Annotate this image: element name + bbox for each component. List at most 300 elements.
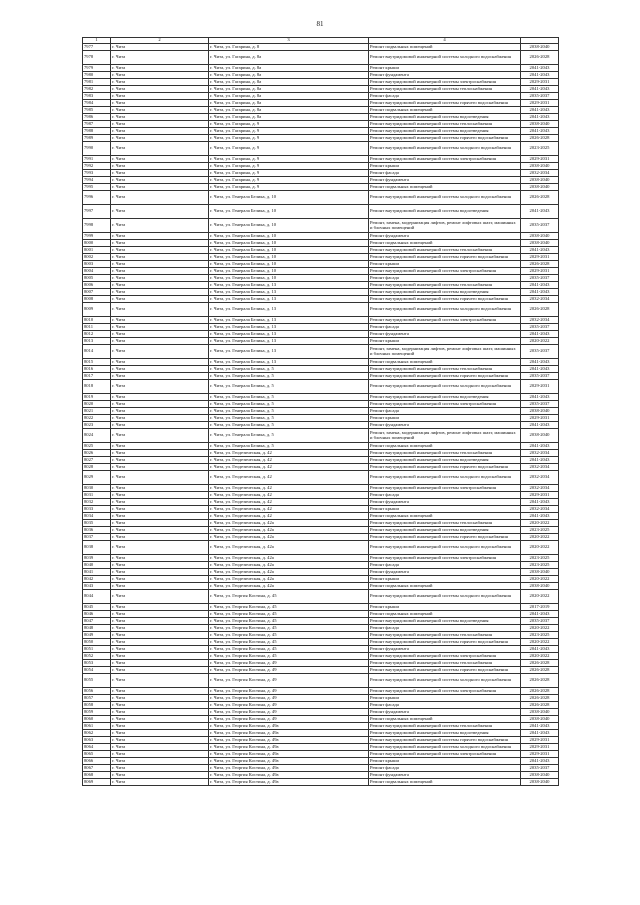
table-row (83, 702, 559, 709)
row-work-text: Ремонт крыши (370, 694, 399, 700)
row-period: 2026-2028 (521, 660, 559, 667)
header-col-2: 2 (111, 38, 209, 44)
row-number: 8061 (83, 723, 111, 730)
row-work-text: Ремонт внутридомовой инженерной системы электроснабжения (370, 267, 496, 273)
row-work-text: Ремонт внутридомовой инженерной системы холодного водоснабжения (370, 474, 511, 480)
row-address: г. Чита, ул. Гагарина, д. 9 (209, 163, 369, 170)
table-row (83, 513, 559, 520)
row-work-text: Ремонт внутридомовой инженерной системы холодного водоснабжения (370, 677, 511, 683)
table-row (83, 275, 559, 282)
row-address: г. Чита, ул. Генерала Белика, д. 5 (209, 401, 369, 408)
row-work-type (369, 527, 521, 534)
table-row (83, 338, 559, 345)
row-address: г. Чита, ул. Георгия Костина, д. 49а (209, 772, 369, 779)
row-address: г. Чита, ул. Георгия Костина, д. 49а (209, 737, 369, 744)
row-work-text: Ремонт фундамента (370, 176, 409, 182)
table-row (83, 492, 559, 499)
row-number: 8011 (83, 324, 111, 331)
row-address: г. Чита, ул. Генерала Белика, д. 13 (209, 303, 369, 317)
row-work-text: Ремонт фасада (370, 764, 399, 770)
table-row (83, 282, 559, 289)
row-address: г. Чита, ул. Генерала Белика, д. 5 (209, 373, 369, 380)
row-address: г. Чита, ул. Генерала Белика, д. 13 (209, 338, 369, 345)
row-city: г. Чита (111, 646, 209, 653)
row-period: 2035-2037 (521, 373, 559, 380)
row-address: г. Чита, ул. Геодезическая, д. 42 (209, 499, 369, 506)
table-row (83, 541, 559, 555)
table-row (83, 737, 559, 744)
row-period: 2041-2043 (521, 723, 559, 730)
row-address: г. Чита, ул. Генерала Белика, д. 5 (209, 443, 369, 450)
row-work-type (369, 506, 521, 513)
row-work-type (369, 100, 521, 107)
row-work-text: Ремонт внутридомовой инженерной системы водоотведения (370, 526, 489, 532)
row-address: г. Чита, ул. Геодезическая, д. 42а (209, 569, 369, 576)
table-row (83, 534, 559, 541)
row-work-text: Ремонт внутридомовой инженерной системы горячего водоснабжения (370, 638, 508, 644)
row-period: 2029-2031 (521, 415, 559, 422)
row-work-text: Ремонт внутридомовой инженерной системы электроснабжения (370, 78, 496, 84)
table-row (83, 443, 559, 450)
row-work-text: Ремонт крыши (370, 505, 399, 511)
row-number: 7991 (83, 156, 111, 163)
row-address: г. Чита, ул. Генерала Белика, д. 13 (209, 359, 369, 366)
row-address: г. Чита, ул. Геодезическая, д. 42 (209, 457, 369, 464)
table-row (83, 730, 559, 737)
table-row (83, 772, 559, 779)
row-work-type (369, 121, 521, 128)
row-address: г. Чита, ул. Геодезическая, д. 42а (209, 576, 369, 583)
row-work-type (369, 72, 521, 79)
row-work-type (369, 618, 521, 625)
row-address: г. Чита, ул. Георгия Костина, д. 45 (209, 639, 369, 646)
row-period: 2032-2034 (521, 485, 559, 492)
row-address: г. Чита, ул. Георгия Костина, д. 49 (209, 674, 369, 688)
row-address: г. Чита, ул. Генерала Белика, д. 5 (209, 394, 369, 401)
row-address: г. Чита, ул. Гагарина, д. 9 (209, 142, 369, 156)
row-work-type (369, 429, 521, 443)
table-row (83, 674, 559, 688)
row-number: 8026 (83, 450, 111, 457)
row-work-text: Ремонт внутридомовой инженерной системы холодного водоснабжения (370, 544, 511, 550)
row-work-type (369, 373, 521, 380)
row-period: 2041-2043 (521, 394, 559, 401)
row-work-text: Ремонт внутридомовой инженерной системы электроснабжения (370, 484, 496, 490)
row-work-text: Ремонт фасада (370, 624, 399, 630)
row-city: г. Чита (111, 688, 209, 695)
row-work-text: Ремонт внутридомовой инженерной системы водоотведения (370, 393, 489, 399)
row-number: 8067 (83, 765, 111, 772)
row-city: г. Чита (111, 65, 209, 72)
row-number: 7984 (83, 100, 111, 107)
row-address: г. Чита, ул. Генерала Белика, д. 10 (209, 254, 369, 261)
row-work-text: Ремонт внутридомовой инженерной системы холодного водоснабжения (370, 306, 511, 312)
row-work-type (369, 79, 521, 86)
row-number: 8069 (83, 779, 111, 786)
row-number: 8012 (83, 331, 111, 338)
row-work-type (369, 380, 521, 394)
row-number: 8036 (83, 527, 111, 534)
row-city: г. Чита (111, 534, 209, 541)
row-period: 2041-2043 (521, 205, 559, 219)
row-period: 2032-2034 (521, 506, 559, 513)
header-col-4: 4 (369, 38, 521, 44)
table-row (83, 51, 559, 65)
row-city: г. Чита (111, 583, 209, 590)
row-address: г. Чита, ул. Гагарина, д. 8а (209, 86, 369, 93)
row-address: г. Чита, ул. Генерала Белика, д. 10 (209, 219, 369, 233)
row-period: 2029-2031 (521, 268, 559, 275)
row-period: 2032-2034 (521, 464, 559, 471)
table-row (83, 366, 559, 373)
row-number: 8000 (83, 240, 111, 247)
row-number: 7997 (83, 205, 111, 219)
row-address: г. Чита, ул. Генерала Белика, д. 13 (209, 282, 369, 289)
row-period: 2026-2028 (521, 688, 559, 695)
row-work-text: Ремонт внутридомовой инженерной системы водоотведения (370, 113, 489, 119)
header-col-3: 3 (209, 38, 369, 44)
row-city: г. Чита (111, 527, 209, 534)
table-row (83, 562, 559, 569)
row-number: 8017 (83, 373, 111, 380)
row-number: 8043 (83, 583, 111, 590)
table-row (83, 93, 559, 100)
row-period: 2041-2043 (521, 611, 559, 618)
row-city: г. Чита (111, 163, 209, 170)
row-address: г. Чита, ул. Генерала Белика, д. 10 (209, 247, 369, 254)
row-work-type (369, 324, 521, 331)
row-city: г. Чита (111, 380, 209, 394)
row-city: г. Чита (111, 751, 209, 758)
row-city: г. Чита (111, 443, 209, 450)
row-work-text: Ремонт внутридомовой инженерной системы водоотведения (370, 617, 489, 623)
table-row (83, 86, 559, 93)
capital-repair-table (82, 37, 559, 786)
row-work-type (369, 737, 521, 744)
table-row (83, 156, 559, 163)
table-row (83, 177, 559, 184)
table-row (83, 450, 559, 457)
row-address: г. Чита, ул. Гагарина, д. 8а (209, 93, 369, 100)
table-row (83, 555, 559, 562)
row-number: 7977 (83, 44, 111, 51)
row-city: г. Чита (111, 114, 209, 121)
row-period: 2035-2037 (521, 618, 559, 625)
row-city: г. Чита (111, 758, 209, 765)
table-row (83, 79, 559, 86)
row-period: 2041-2043 (521, 72, 559, 79)
row-city: г. Чита (111, 345, 209, 359)
row-work-type (369, 303, 521, 317)
row-work-text: Ремонт фасада (370, 169, 399, 175)
row-city: г. Чита (111, 492, 209, 499)
row-period: 2041-2043 (521, 758, 559, 765)
page-number: 81 (316, 20, 324, 28)
row-city: г. Чита (111, 107, 209, 114)
row-work-text: Ремонт фундамента (370, 771, 409, 777)
table-row (83, 744, 559, 751)
row-period: 2023-2025 (521, 527, 559, 534)
row-period: 2023-2025 (521, 142, 559, 156)
row-number: 8064 (83, 744, 111, 751)
row-city: г. Чита (111, 667, 209, 674)
row-city: г. Чита (111, 429, 209, 443)
row-city: г. Чита (111, 359, 209, 366)
row-work-text: Ремонт внутридомовой инженерной системы горячего водоснабжения (370, 736, 508, 742)
row-work-type (369, 338, 521, 345)
row-number: 8065 (83, 751, 111, 758)
row-city: г. Чита (111, 205, 209, 219)
row-work-text: Ремонт внутридомовой инженерной системы холодного водоснабжения (370, 743, 511, 749)
row-address: г. Чита, ул. Геодезическая, д. 42 (209, 506, 369, 513)
row-city: г. Чита (111, 233, 209, 240)
row-number: 8005 (83, 275, 111, 282)
row-number: 8027 (83, 457, 111, 464)
table-row (83, 723, 559, 730)
row-period: 2041-2043 (521, 443, 559, 450)
row-city: г. Чита (111, 744, 209, 751)
row-work-type (369, 240, 521, 247)
row-work-text: Ремонт подвальных помещений (370, 715, 433, 721)
table-row (83, 394, 559, 401)
row-work-text: Ремонт подвальных помещений (370, 442, 433, 448)
row-period: 2023-2025 (521, 632, 559, 639)
row-work-text: Ремонт фасада (370, 701, 399, 707)
table-row (83, 653, 559, 660)
row-period: 2041-2043 (521, 282, 559, 289)
row-number: 8002 (83, 254, 111, 261)
row-number: 8050 (83, 639, 111, 646)
row-city: г. Чита (111, 366, 209, 373)
row-work-type (369, 254, 521, 261)
row-work-text: Ремонт внутридомовой инженерной системы теплоснабжения (370, 85, 492, 91)
row-number: 8054 (83, 667, 111, 674)
row-period: 2041-2043 (521, 730, 559, 737)
row-work-type (369, 660, 521, 667)
row-number: 8068 (83, 772, 111, 779)
row-address: г. Чита, ул. Георгия Костина, д. 45 (209, 604, 369, 611)
table-row (83, 163, 559, 170)
row-address: г. Чита, ул. Георгия Костина, д. 49 (209, 695, 369, 702)
table-row (83, 233, 559, 240)
row-city: г. Чита (111, 100, 209, 107)
row-work-text: Ремонт подвальных помещений (370, 610, 433, 616)
row-work-text: Ремонт внутридомовой инженерной системы горячего водоснабжения (370, 253, 508, 259)
row-number: 8032 (83, 499, 111, 506)
row-period: 2029-2031 (521, 100, 559, 107)
row-work-type (369, 184, 521, 191)
row-address: г. Чита, ул. Георгия Костина, д. 49 (209, 702, 369, 709)
row-work-text: Ремонт фундамента (370, 708, 409, 714)
row-number: 8051 (83, 646, 111, 653)
row-period: 2026-2028 (521, 191, 559, 205)
row-number: 8023 (83, 422, 111, 429)
row-work-text: Ремонт крыши (370, 414, 399, 420)
table-row (83, 625, 559, 632)
table-row (83, 205, 559, 219)
row-work-type (369, 583, 521, 590)
row-work-type (369, 219, 521, 233)
row-city: г. Чита (111, 464, 209, 471)
row-period: 2026-2028 (521, 303, 559, 317)
row-work-text: Ремонт фасада (370, 274, 399, 280)
row-address: г. Чита, ул. Георгия Костина, д. 45 (209, 590, 369, 604)
row-city: г. Чита (111, 737, 209, 744)
row-work-text: Ремонт внутридомовой инженерной системы горячего водоснабжения (370, 533, 508, 539)
row-work-type (369, 394, 521, 401)
row-work-type (369, 632, 521, 639)
row-period: 2035-2037 (521, 93, 559, 100)
row-city: г. Чита (111, 499, 209, 506)
row-number: 8038 (83, 541, 111, 555)
row-number: 7993 (83, 170, 111, 177)
row-work-text: Ремонт внутридомовой инженерной системы теплоснабжения (370, 365, 492, 371)
row-work-text: Ремонт внутридомовой инженерной системы теплоснабжения (370, 281, 492, 287)
row-number: 8059 (83, 709, 111, 716)
row-city: г. Чита (111, 408, 209, 415)
row-work-type (369, 723, 521, 730)
row-address: г. Чита, ул. Гагарина, д. 9 (209, 184, 369, 191)
row-city: г. Чита (111, 611, 209, 618)
row-address: г. Чита, ул. Георгия Костина, д. 49а (209, 723, 369, 730)
row-period: 2041-2043 (521, 422, 559, 429)
row-number: 8047 (83, 618, 111, 625)
row-number: 7994 (83, 177, 111, 184)
row-period: 2023-2025 (521, 562, 559, 569)
row-period: 2020-2022 (521, 639, 559, 646)
row-work-type (369, 555, 521, 562)
table-row (83, 261, 559, 268)
table-row (83, 688, 559, 695)
row-work-type (369, 576, 521, 583)
row-period: 2020-2022 (521, 590, 559, 604)
row-work-text: Ремонт подвальных помещений (370, 512, 433, 518)
row-number: 8022 (83, 415, 111, 422)
table-row (83, 254, 559, 261)
row-work-type (369, 233, 521, 240)
row-work-type (369, 611, 521, 618)
header-col-1: 1 (83, 38, 111, 44)
row-work-text: Ремонт крыши (370, 64, 399, 70)
table-row (83, 639, 559, 646)
row-period: 2029-2031 (521, 254, 559, 261)
row-city: г. Чита (111, 625, 209, 632)
row-number: 8040 (83, 562, 111, 569)
table-row (83, 107, 559, 114)
row-city: г. Чита (111, 653, 209, 660)
row-work-type (369, 695, 521, 702)
row-address: г. Чита, ул. Геодезическая, д. 42 (209, 471, 369, 485)
row-number: 8045 (83, 604, 111, 611)
row-period: 2038-2040 (521, 184, 559, 191)
row-number: 8063 (83, 737, 111, 744)
row-work-type (369, 65, 521, 72)
row-city: г. Чита (111, 79, 209, 86)
row-city: г. Чита (111, 324, 209, 331)
table-row (83, 520, 559, 527)
row-period: 2041-2043 (521, 331, 559, 338)
row-work-type (369, 590, 521, 604)
row-work-text: Ремонт внутридомовой инженерной системы электроснабжения (370, 652, 496, 658)
row-city: г. Чита (111, 275, 209, 282)
row-address: г. Чита, ул. Генерала Белика, д. 5 (209, 422, 369, 429)
row-period: 2041-2043 (521, 499, 559, 506)
row-address: г. Чита, ул. Генерала Белика, д. 13 (209, 296, 369, 303)
row-number: 7992 (83, 163, 111, 170)
row-city: г. Чита (111, 765, 209, 772)
row-address: г. Чита, ул. Генерала Белика, д. 13 (209, 289, 369, 296)
row-number: 8060 (83, 716, 111, 723)
row-work-type (369, 170, 521, 177)
row-work-text: Ремонт фундамента (370, 71, 409, 77)
row-work-text: Ремонт внутридомовой инженерной системы водоотведения (370, 288, 489, 294)
row-work-text: Ремонт крыши (370, 575, 399, 581)
row-address: г. Чита, ул. Геодезическая, д. 42 (209, 485, 369, 492)
table-row (83, 373, 559, 380)
row-work-text: Ремонт внутридомовой инженерной системы теплоснабжения (370, 631, 492, 637)
table-row (83, 296, 559, 303)
row-number: 7982 (83, 86, 111, 93)
row-address: г. Чита, ул. Геодезическая, д. 42а (209, 527, 369, 534)
row-work-text: Ремонт внутридомовой инженерной системы теплоснабжения (370, 659, 492, 665)
row-number: 8028 (83, 464, 111, 471)
row-city: г. Чита (111, 401, 209, 408)
table-row (83, 618, 559, 625)
row-work-type (369, 450, 521, 457)
row-address: г. Чита, ул. Генерала Белика, д. 5 (209, 366, 369, 373)
row-work-type (369, 562, 521, 569)
row-work-type (369, 205, 521, 219)
row-work-text: Ремонт внутридомовой инженерной системы горячего водоснабжения (370, 463, 508, 469)
row-address: г. Чита, ул. Геодезическая, д. 42а (209, 562, 369, 569)
row-number: 8034 (83, 513, 111, 520)
row-work-text: Ремонт крыши (370, 260, 399, 266)
row-city: г. Чита (111, 184, 209, 191)
row-work-type (369, 443, 521, 450)
row-address: г. Чита, ул. Георгия Костина, д. 49 (209, 709, 369, 716)
row-work-text: Ремонт внутридомовой инженерной системы горячего водоснабжения (370, 372, 508, 378)
row-address: г. Чита, ул. Георгия Костина, д. 49 (209, 667, 369, 674)
table-row (83, 471, 559, 485)
row-work-text: Ремонт внутридомовой инженерной системы электроснабжения (370, 687, 496, 693)
row-address: г. Чита, ул. Гагарина, д. 8а (209, 100, 369, 107)
row-number: 8048 (83, 625, 111, 632)
row-work-text: Ремонт внутридомовой инженерной системы водоотведения (370, 208, 489, 214)
row-address: г. Чита, ул. Гагарина, д. 9 (209, 121, 369, 128)
row-city: г. Чита (111, 72, 209, 79)
row-period: 2041-2043 (521, 128, 559, 135)
table-row (83, 632, 559, 639)
row-period: 2020-2022 (521, 625, 559, 632)
row-number: 7981 (83, 79, 111, 86)
row-period: 2026-2028 (521, 674, 559, 688)
row-work-text: Ремонт подвальных помещений (370, 358, 433, 364)
row-work-type (369, 114, 521, 121)
table-row (83, 583, 559, 590)
table-row (83, 429, 559, 443)
table-row (83, 142, 559, 156)
row-work-text: Ремонт фундамента (370, 645, 409, 651)
table-row (83, 324, 559, 331)
row-work-text: Ремонт внутридомовой инженерной системы водоотведения (370, 729, 489, 735)
row-number: 8039 (83, 555, 111, 562)
table-row (83, 485, 559, 492)
row-address: г. Чита, ул. Гагарина, д. 8а (209, 114, 369, 121)
row-address: г. Чита, ул. Георгия Костина, д. 45 (209, 632, 369, 639)
row-city: г. Чита (111, 121, 209, 128)
row-number: 7988 (83, 128, 111, 135)
row-number: 8018 (83, 380, 111, 394)
